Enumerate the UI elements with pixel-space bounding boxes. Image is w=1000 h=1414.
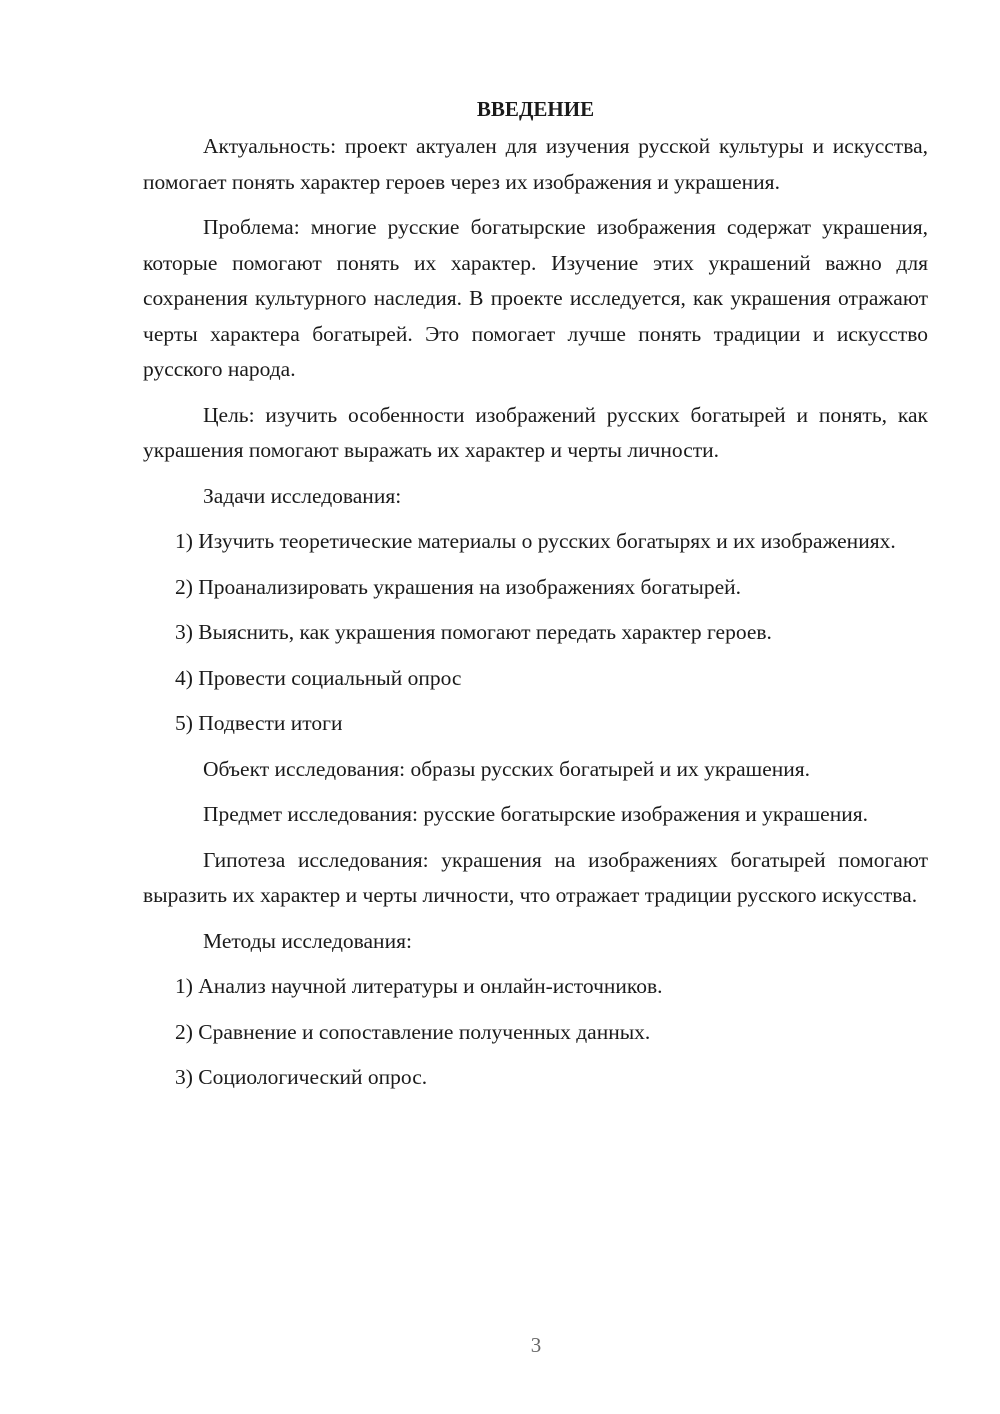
tasks-heading: Задачи исследования: [203,483,402,508]
page-number: 3 [530,1333,542,1357]
task-item-2: 2) Проанализировать украшения на изображениях богатырей. [175,574,742,599]
hypothesis-paragraph: Гипотеза исследования: украшения на изображениях богатырей помогают выразить их характер и черты личности, что отражает традиции русского искусства. [143,847,928,907]
task-item-4: 4) Провести социальный опрос [175,665,462,690]
goal-paragraph: Цель: изучить особенности изображений русских богатырей и понять, как украшения помогают выражать их характер и черты личности. [143,402,928,462]
page-content [143,92,928,1106]
task-item-5: 5) Подвести итоги [175,711,343,735]
task-item-1: 1) Изучить теоретические материалы о русских богатырях и их изображениях. [175,529,896,553]
subject-paragraph: Предмет исследования: русские богатырские изображения и украшения. [203,802,868,826]
method-item-2: 2) Сравнение и сопоставление полученных данных. [175,1019,651,1044]
relevance-paragraph: Актуальность: проект актуален для изучения русской культуры и искусства, помогает понять характер героев через их изображения и украшения. [143,134,928,194]
methods-heading: Методы исследования: [203,928,412,953]
page-title: ВВЕДЕНИЕ [476,97,595,121]
task-item-3: 3) Выяснить, как украшения помогают передать характер героев. [175,620,772,644]
method-item-1: 1) Анализ научной литературы и онлайн-источников. [175,974,663,998]
object-paragraph: Объект исследования: образы русских богатырей и их украшения. [203,756,811,781]
method-item-3: 3) Социологический опрос. [175,1065,428,1089]
problem-paragraph: Проблема: многие русские богатырские изображения содержат украшения, которые помогают понять их характер. Изучение этих украшений важно для сохранения культурного наследия. В проекте исследуется, как украшения отражают черты характера богатырей. Это помогает лучше понять традиции и искусство русского народа. [143,215,928,381]
